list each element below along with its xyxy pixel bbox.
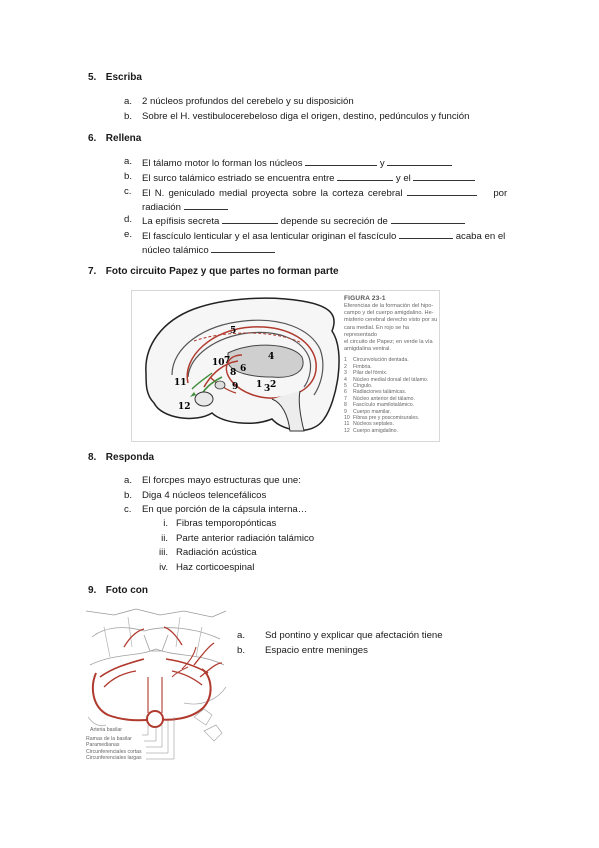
- figure-labels: [86, 727, 142, 762]
- figure-number-label: 5: [230, 326, 237, 336]
- item-label: b.: [124, 490, 133, 501]
- figure-label: Ramas de la basilar: [86, 735, 132, 742]
- question-title: Responda: [105, 452, 155, 463]
- question-title: Rellena: [105, 133, 142, 144]
- question-9-heading: [88, 585, 148, 596]
- figure-description: [344, 303, 438, 353]
- figure-title: FIGURA 23-1: [344, 295, 386, 302]
- legend-number: 9: [344, 408, 347, 415]
- figure-number-label: 10: [212, 358, 225, 368]
- figure-number-label: 12: [178, 402, 191, 412]
- text-segment: El N. geniculado medial proyecta sobre la corteza cerebral: [142, 188, 407, 199]
- basilar-artery-figure: [84, 607, 228, 769]
- item-text: [142, 229, 505, 243]
- legend-number: 6: [344, 389, 347, 396]
- legend-text: Fimbria.: [353, 363, 372, 370]
- item-label: iii.: [158, 547, 168, 558]
- caption-line: el circuito de Papez; en verde la vía: [344, 339, 433, 346]
- legend-text: Pilar del fórnix.: [353, 370, 388, 377]
- item-label: a.: [124, 156, 133, 167]
- item-label: b.: [237, 645, 246, 656]
- legend-number: 4: [344, 376, 347, 383]
- blank-field[interactable]: [211, 243, 275, 253]
- item-label: b.: [124, 171, 133, 182]
- question-8-heading: [88, 452, 154, 463]
- item-text: Parte anterior radiación talámico: [176, 533, 315, 544]
- item-label: i.: [163, 518, 168, 529]
- legend-text: Circunvolución dentada.: [353, 357, 409, 364]
- blank-field[interactable]: [407, 186, 477, 196]
- caption-line: misferio cerebral derecho visto por su: [344, 317, 438, 324]
- item-text: Radiación acústica: [176, 547, 257, 558]
- legend-number: 1: [344, 357, 347, 364]
- blank-field[interactable]: [413, 171, 475, 181]
- question-number: 9.: [88, 585, 97, 596]
- legend-number: 7: [344, 395, 347, 402]
- legend-number: 10: [344, 415, 350, 422]
- figure-caption: [344, 295, 438, 434]
- item-text: Sobre el H. vestibulocerebeloso diga el origen, destino, pedúnculos y función: [142, 111, 470, 122]
- figure-number-label: 1: [256, 380, 263, 390]
- figure-number-label: 7: [224, 356, 231, 366]
- question-5-heading: [88, 72, 142, 83]
- item-text: [142, 243, 275, 257]
- item-text: [142, 214, 465, 228]
- item-label: c.: [124, 504, 132, 515]
- figure-label: Circunferenciales cortas: [86, 748, 142, 755]
- caption-line: amigdalina ventral.: [344, 346, 391, 353]
- item-label: c.: [124, 186, 132, 197]
- text-segment: El fascículo lenticular y el asa lenticular originan el fascículo: [142, 231, 400, 242]
- item-text: 2 núcleos profundos del cerebelo y su disposición: [142, 96, 354, 107]
- legend-number: 11: [344, 421, 350, 428]
- legend-text: Núcleo medial dorsal del tálamo.: [353, 376, 429, 383]
- legend-entry: [344, 428, 438, 434]
- blank-field[interactable]: [391, 214, 465, 224]
- item-label: a.: [124, 96, 133, 107]
- figure-number-label: 11: [174, 378, 187, 388]
- blank-field[interactable]: [184, 200, 228, 210]
- item-label: iv.: [159, 562, 168, 573]
- legend-text: Cuerpo amigdalino.: [353, 427, 398, 434]
- papez-circuit-figure: [131, 290, 440, 442]
- text-segment: y: [377, 158, 388, 169]
- item-text: Espacio entre meninges: [265, 645, 368, 656]
- item-text: [142, 186, 507, 200]
- question-number: 8.: [88, 452, 97, 463]
- text-segment: El surco talámico estriado se encuentra entre: [142, 173, 338, 184]
- figure-legend: [344, 357, 438, 434]
- text-segment: depende su secreción de: [278, 216, 391, 227]
- figure-label: Arteria basilar: [90, 727, 123, 733]
- question-title: Escriba: [105, 72, 142, 83]
- legend-text: Núcleo anterior del tálamo.: [353, 395, 415, 402]
- item-label: d.: [124, 214, 133, 225]
- question-number: 7.: [88, 266, 97, 277]
- legend-text: Núcleos septales.: [353, 421, 394, 428]
- item-text: El forcpes mayo estructuras que une:: [142, 475, 301, 486]
- question-number: 5.: [88, 72, 97, 83]
- item-text: Sd pontino y explicar que afectación tiene: [265, 630, 443, 641]
- item-label: e.: [124, 229, 133, 240]
- item-label: ii.: [161, 533, 168, 544]
- text-segment: radiación: [142, 202, 184, 213]
- item-text: [142, 200, 228, 214]
- caption-line: cara medial. En rojo se ha representado: [344, 324, 409, 338]
- item-text: Haz corticoespinal: [176, 562, 255, 573]
- text-segment: acaba en el: [453, 231, 506, 242]
- legend-number: 5: [344, 383, 347, 390]
- item-text: [142, 156, 452, 170]
- legend-text: Fascículo mamilotalámico.: [353, 402, 415, 409]
- item-text: Fibras temporopónticas: [176, 518, 277, 529]
- figure-number-label: 2: [270, 380, 277, 390]
- item-text: Diga 4 núcleos telencefálicos: [142, 490, 267, 501]
- figure-number-label: 3: [264, 384, 271, 394]
- figure-label: Circunferenciales largas: [86, 755, 142, 762]
- figure-number-label: 4: [268, 352, 275, 362]
- question-number: 6.: [88, 133, 97, 144]
- question-title: Foto circuito Papez y que partes no forman parte: [105, 266, 339, 277]
- item-label: a.: [124, 475, 133, 486]
- legend-text: Cíngulo.: [353, 383, 373, 390]
- legend-number: 8: [344, 402, 347, 409]
- item-text: [142, 171, 475, 185]
- text-segment: La epífisis secreta: [142, 216, 222, 227]
- legend-number: 2: [344, 363, 347, 370]
- legend-number: 12: [344, 427, 350, 434]
- figure-number-label: 9: [232, 382, 239, 392]
- figure-label: Paramedianas: [86, 742, 120, 749]
- question-6-heading: [88, 133, 141, 144]
- figure-number-label: 6: [240, 364, 247, 374]
- text-segment: y el: [393, 173, 414, 184]
- legend-text: Fibras pre y poscomisurales.: [353, 415, 420, 422]
- legend-number: 3: [344, 370, 347, 377]
- legend-text: Cuerpo mamilar.: [353, 408, 392, 415]
- text-segment: El tálamo motor lo forman los núcleos: [142, 158, 306, 169]
- blank-field[interactable]: [222, 214, 278, 224]
- caption-line: campo y del cuerpo amigdalino. He-: [344, 310, 434, 317]
- item-label: a.: [237, 630, 246, 641]
- text-segment: por: [490, 188, 508, 199]
- caption-line: Eferencias de la formación del hipo-: [344, 303, 434, 309]
- item-label: b.: [124, 111, 133, 122]
- blank-field[interactable]: [337, 171, 393, 181]
- blank-field[interactable]: [387, 156, 452, 166]
- blank-field[interactable]: [399, 229, 453, 239]
- blank-field[interactable]: [305, 156, 377, 166]
- question-title: Foto con: [105, 585, 148, 596]
- text-segment: núcleo talámico: [142, 245, 212, 256]
- question-7-heading: [88, 266, 339, 277]
- item-text: En que porción de la cápsula interna…: [142, 504, 308, 515]
- legend-text: Radiaciones talámicas.: [353, 389, 407, 396]
- figure-number-label: 8: [230, 368, 237, 378]
